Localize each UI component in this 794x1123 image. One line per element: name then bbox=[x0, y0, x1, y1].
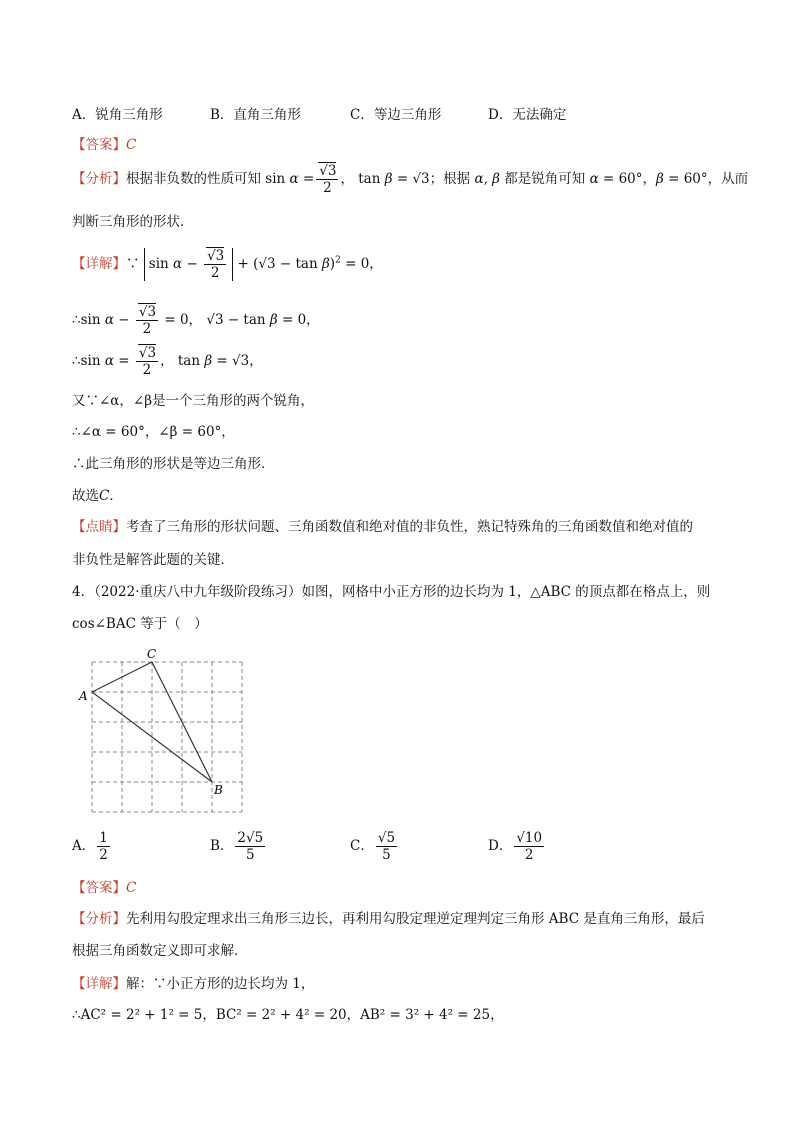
q3-analysis-line2: 判断三角形的形状． bbox=[72, 214, 194, 230]
analysis-text-a: 根据非负数的性质可知 bbox=[126, 171, 261, 187]
q3-detail-line1: 【详解】∵ sin α − $\frac{√3}{2}$ + $(√3 - \tan \beta)^2 = 0$， bbox=[72, 248, 383, 281]
answer-value: C bbox=[126, 137, 137, 153]
q3-answer-line bbox=[72, 133, 136, 153]
q3-option-b: B．直角三角形 bbox=[210, 107, 301, 123]
q3-option-a: A．锐角三角形 bbox=[72, 107, 163, 123]
analysis-tag: 【分析】 bbox=[72, 171, 126, 187]
q3-analysis-line1: 【分析】根据非负数的性质可知 sin α = $\frac{√3}{2}$ ， tan β = √3；根据 α, β 都是锐角可知 α = 60°，β = 60°，从而 bbox=[72, 163, 749, 196]
q4-detail-line2: ∴AC² = 2² + 1² = 5，BC² = 2² + 4² = 20，AB² = 3² + 4² = 25， bbox=[72, 1007, 504, 1023]
q4-analysis-line2: 根据三角函数定义即可求解． bbox=[72, 943, 248, 959]
q3-remark-line1: 【点睛】考查了三角形的形状问题、三角函数值和绝对值的非负性，熟记特殊角的三角函数值和绝对值的 bbox=[72, 519, 693, 535]
q3-detail-line3: ∴sin α = $\frac{√3}{2}$ ， tan β = √3， bbox=[72, 345, 263, 378]
q4-stem-line2: cos∠BAC 等于（ ） bbox=[72, 616, 208, 632]
q4-option-b: B． $\frac{2√5}{5}$ bbox=[210, 830, 264, 863]
q3-choose-line: 故选C． bbox=[72, 488, 123, 504]
q4-option-d: D． $\frac{√10}{2}$ bbox=[488, 830, 543, 863]
vertex-label-b: B bbox=[214, 783, 223, 797]
analysis-text-b: ；根据 bbox=[429, 171, 471, 187]
q3-remark-line2: 非负性是解答此题的关键． bbox=[72, 552, 234, 568]
q4-detail-line1: 【详解】解：∵小正方形的边长均为 1， bbox=[72, 976, 315, 992]
q4-stem-line1: 4．（2022·重庆八中九年级阶段练习）如图，网格中小正方形的边长均为 1，△ABC 的顶点都在格点上，则 bbox=[72, 584, 711, 600]
answer-tag: 【答案】 bbox=[72, 137, 126, 153]
analysis-text-d: ，从而 bbox=[707, 171, 749, 187]
vertex-label-a: A bbox=[79, 689, 88, 703]
grid-triangle-figure bbox=[76, 648, 256, 818]
remark-tag: 【点睛】 bbox=[72, 519, 126, 535]
q3-detail-line5: ∴∠α = 60°，∠β = 60°， bbox=[72, 424, 235, 440]
q4-analysis-line1: 【分析】先利用勾股定理求出三角形三边长，再利用勾股定理逆定理判定三角形 ABC 是直角三角形，最后 bbox=[72, 911, 705, 927]
q3-detail-line4: 又∵∠α，∠β是一个三角形的两个锐角， bbox=[72, 393, 315, 409]
vertex-label-c: C bbox=[147, 648, 157, 661]
q4-option-c: C． $\frac{√5}{5}$ bbox=[350, 830, 396, 863]
q3-option-c: C．等边三角形 bbox=[350, 107, 442, 123]
analysis-text-c: 都是锐角可知 bbox=[504, 171, 586, 187]
detail-tag: 【详解】 bbox=[72, 256, 126, 272]
q3-option-d: D．无法确定 bbox=[488, 107, 567, 123]
q3-detail-line6: ∴此三角形的形状是等边三角形． bbox=[72, 456, 275, 472]
q3-detail-line2: ∴sin α − $\frac{√3}{2}$ = 0， √3 − tan β = 0， bbox=[72, 304, 320, 337]
q4-option-a: A． $\frac{1}{2}$ bbox=[72, 830, 108, 863]
q4-answer-line: 【答案】C bbox=[72, 880, 137, 896]
